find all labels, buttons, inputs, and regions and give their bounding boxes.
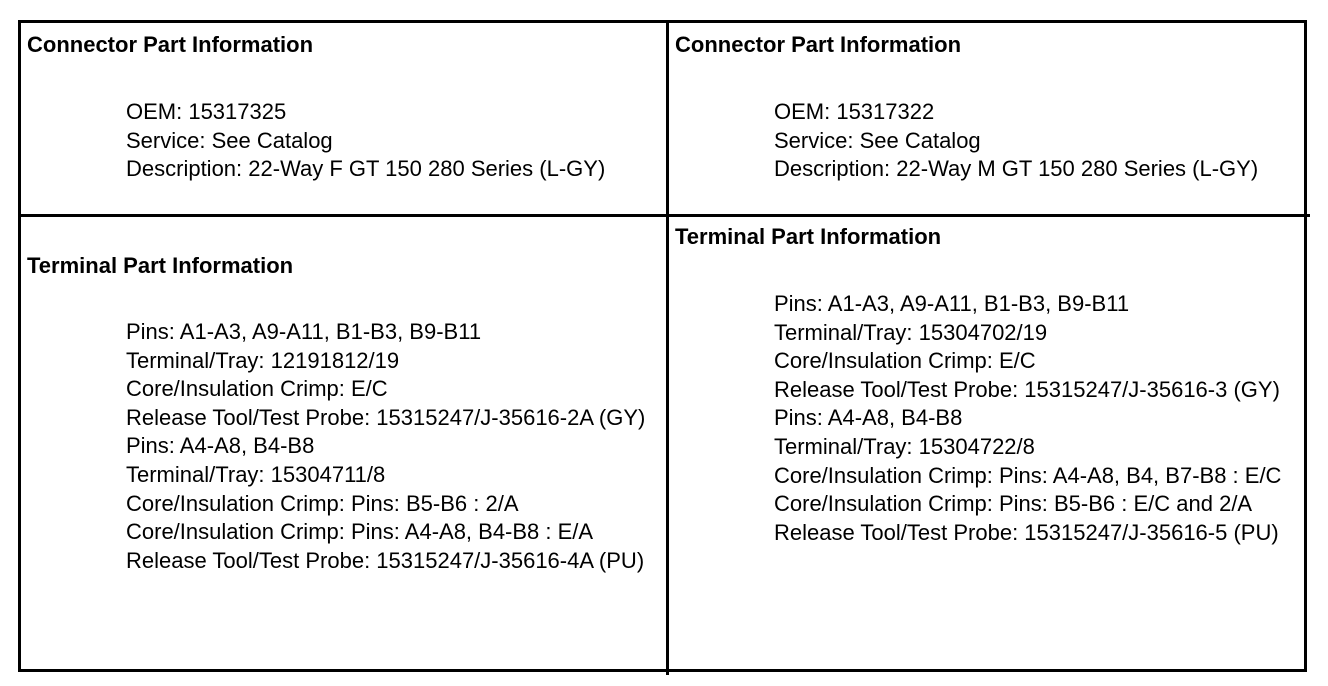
oem-number: OEM: 15317322: [774, 99, 935, 124]
release-tool-test-probe: Release Tool/Test Probe: 15315247/J-35616-4A (PU): [126, 547, 645, 573]
pins: Pins: A4-A8, B4-B8: [126, 433, 315, 459]
terminal-tray: Terminal/Tray: 12191812/19: [126, 347, 400, 373]
core-insulation-crimp: Core/Insulation Crimp: Pins: A4-A8, B4, B7-B8 : E/C: [774, 462, 1282, 488]
core-insulation-crimp: Core/Insulation Crimp: E/C: [126, 376, 388, 402]
release-tool-test-probe: Release Tool/Test Probe: 15315247/J-35616-3 (GY): [774, 376, 1280, 402]
terminal-info-cell-right: [669, 217, 1310, 675]
connector-info-table: [18, 20, 1307, 672]
oem-number: OEM: 15317325: [126, 99, 287, 124]
release-tool-test-probe: Release Tool/Test Probe: 15315247/J-35616-5 (PU): [774, 519, 1279, 545]
description: Description: 22-Way M GT 150 280 Series (L-GY): [774, 156, 1259, 182]
pins: Pins: A1-A3, A9-A11, B1-B3, B9-B11: [774, 291, 1130, 316]
core-insulation-crimp: Core/Insulation Crimp: E/C: [774, 348, 1036, 374]
service-info: Service: See Catalog: [126, 127, 333, 153]
terminal-info-cell-left: [21, 217, 669, 675]
connector-info-cell-left: [21, 23, 669, 217]
connector-info-lines: [774, 98, 1304, 184]
core-insulation-crimp: Core/Insulation Crimp: Pins: A4-A8, B4-B8 : E/A: [126, 519, 594, 545]
connector-info-heading: Connector Part Information: [675, 32, 962, 57]
core-insulation-crimp: Core/Insulation Crimp: Pins: B5-B6 : 2/A: [126, 490, 519, 516]
connector-info-heading: Connector Part Information: [27, 32, 314, 57]
description: Description: 22-Way F GT 150 280 Series (L-GY): [126, 156, 606, 182]
connector-info-lines: [126, 98, 660, 184]
core-insulation-crimp: Core/Insulation Crimp: Pins: B5-B6 : E/C and 2/A: [774, 491, 1253, 517]
connector-info-cell-right: [669, 23, 1310, 217]
pins: Pins: A4-A8, B4-B8: [774, 405, 963, 431]
release-tool-test-probe: Release Tool/Test Probe: 15315247/J-35616-2A (GY): [126, 404, 646, 430]
terminal-info-lines: [126, 318, 660, 575]
terminal-info-lines: [774, 290, 1304, 547]
pins: Pins: A1-A3, A9-A11, B1-B3, B9-B11: [126, 319, 482, 344]
terminal-tray: Terminal/Tray: 15304722/8: [774, 433, 1035, 459]
terminal-info-heading: Terminal Part Information: [27, 253, 294, 278]
terminal-tray: Terminal/Tray: 15304702/19: [774, 319, 1048, 345]
terminal-tray: Terminal/Tray: 15304711/8: [126, 461, 386, 487]
service-info: Service: See Catalog: [774, 127, 981, 153]
terminal-info-heading: Terminal Part Information: [675, 224, 942, 249]
